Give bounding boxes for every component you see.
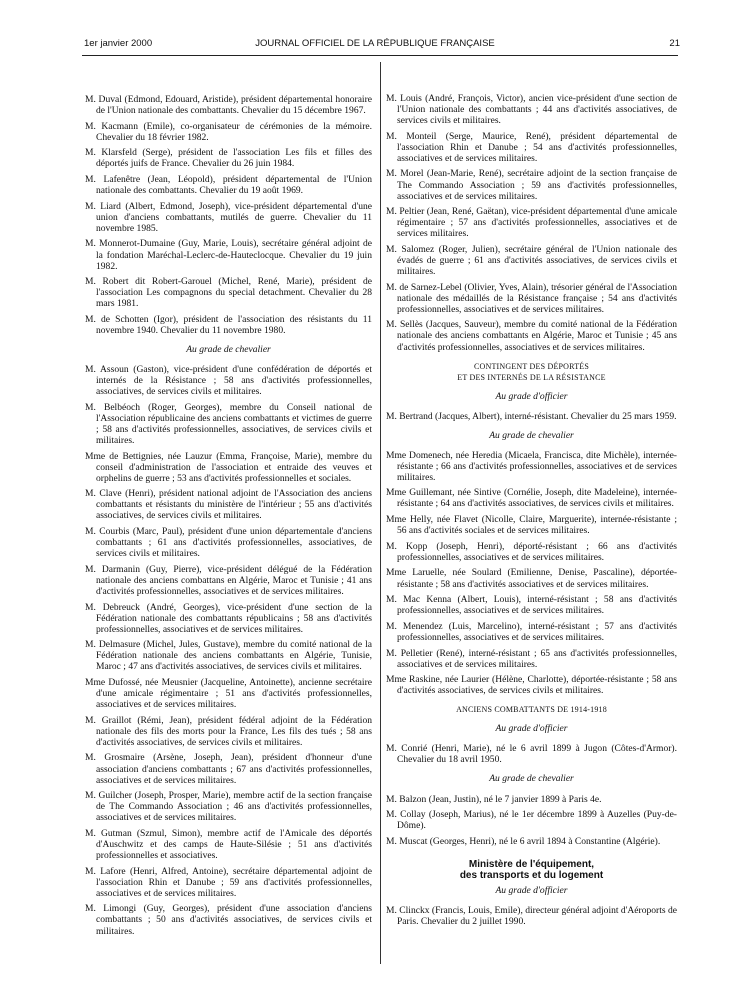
list-item: M. Salomez (Roger, Julien), secrétaire général de l'Union nationale des évadés de guerre ; 61 ans d'activités associatives, de services civils et militaires. bbox=[386, 243, 677, 278]
list-item: Mme Domenech, née Heredia (Micaela, Francisca, dite Michèle), internée-résistante ; 66 ans d'activités professionnelles, associatives et de services militaires. bbox=[386, 449, 677, 483]
list-item: M. de Schotten (Igor), président de l'association des résistants du 11 novembre 1940. Chevalier du 11 novembre 1980. bbox=[85, 313, 372, 336]
list-item: M. Balzon (Jean, Justin), né le 7 janvier 1899 à Paris 4e. bbox=[386, 793, 602, 805]
left-entries-a bbox=[85, 94, 372, 336]
list-item: M. Peltier (Jean, René, Gaëtan), vice-président départemental d'une amicale régimentaire ; 57 ans d'activités professionnelles, associatives et de services militaires. bbox=[386, 206, 677, 240]
header-date: 1er janvier 2000 bbox=[84, 38, 153, 49]
list-item: M. Grosmaire (Arsène, Joseph, Jean), président d'honneur d'une association d'anciens combattants ; 67 ans d'activités professionnelles, associatives et de services militaires. bbox=[85, 752, 372, 786]
list-item: M. Assoun (Gaston), vice-président d'une confédération de déportés et internés de la Résistance ; 58 ans d'activités professionnelles, associatives, de services civils et militaires. bbox=[85, 364, 372, 398]
list-item: M. Conrié (Henri, Marie), né le 6 avril 1899 à Jugon (Côtes-d'Armor). Chevalier du 18 avril 1950. bbox=[386, 743, 677, 766]
list-item: M. Klarsfeld (Serge), président de l'association Les fils et filles des déportés juifs de France. Chevalier du 26 juin 1984. bbox=[85, 147, 372, 170]
list-item: Mme Dufossé, née Meusnier (Jacqueline, Antoinette), ancienne secrétaire d'une amicale régimentaire ; 51 ans d'activités professionnelles, associatives et de services militaires. bbox=[85, 677, 372, 711]
deportes-officier-list bbox=[386, 411, 677, 422]
list-item: M. Lafore (Henri, Alfred, Antoine), secrétaire départemental adjoint de l'association Rhin et Danube ; 59 ans d'activités professionnelles, associatives et de services militaires. bbox=[85, 865, 372, 899]
ministry-line1: Ministère de l'équipement, bbox=[468, 858, 595, 870]
subhead-chevalier: Au grade de chevalier bbox=[186, 344, 271, 356]
list-item: M. Morel (Jean-Marie, René), secrétaire adjoint de la section française de The Commando Association ; 59 ans d'activités professionnelles, associatives et de services militaires. bbox=[386, 168, 677, 202]
list-item: M. de Sarnez-Lebel (Olivier, Yves, Alain), trésorier général de l'Association nationale des médaillés de la Résistance française ; 54 ans d'activités professionnelles, associatives et de services militaires. bbox=[386, 281, 677, 315]
list-item: M. Duval (Edmond, Edouard, Aristide), président départemental honoraire de l'Union nationale des combattants. Chevalier du 15 décembre 1967. bbox=[85, 94, 372, 117]
list-item: Mme Raskine, née Laurier (Hélène, Charlotte), déportée-résistante ; 58 ans d'activités associatives, de services civils et militaires. bbox=[386, 674, 677, 697]
list-item: M. Collay (Joseph, Marius), né le 1er décembre 1899 à Auzelles (Puy-de-Dôme). bbox=[386, 809, 677, 832]
list-item: M. Monteil (Serge, Maurice, René), président départemental de l'association Rhin et Danube ; 54 ans d'activités professionnelles, associatives et de services militaires. bbox=[386, 130, 677, 164]
header-rule bbox=[82, 55, 678, 56]
list-item: M. Gutman (Szmul, Simon), membre actif de l'Amicale des déportés d'Auschwitz et des camps de Haute-Silésie ; 51 ans d'activités professionnelles et associatives. bbox=[85, 827, 372, 862]
section-title-deportes bbox=[386, 361, 677, 383]
list-item: M. Bertrand (Jacques, Albert), interné-résistant. Chevalier du 25 mars 1959. bbox=[386, 410, 677, 422]
section-title-1914-1918: ANCIENS COMBATTANTS DE 1914-1918 bbox=[456, 705, 607, 715]
ministry-heading bbox=[386, 859, 677, 881]
list-item: M. Darmanin (Guy, Pierre), vice-président délégué de la Fédération nationale des anciens combattans en Algérie, Maroc et Tunisie ; 41 ans d'activités professionnelles, associatives et de services militaires. bbox=[85, 563, 372, 597]
list-item: Mme Laruelle, née Soulard (Emilienne, Denise, Pascaline), déportée-résistante ; 58 ans d'activités associatives et de services militaires. bbox=[386, 567, 677, 590]
list-item: M. Louis (André, François, Victor), ancien vice-président d'une section de l'Union nationale des combattants ; 44 ans d'activités associatives, de services civils et militaires. bbox=[386, 93, 677, 127]
list-item: M. Guilcher (Joseph, Prosper, Marie), membre actif de la section française de The Commando Association ; 46 ans d'activités professionnelles, associatives et de services militaires. bbox=[85, 790, 372, 824]
header-title: JOURNAL OFFICIEL DE LA RÉPUBLIQUE FRANÇAISE bbox=[255, 38, 495, 49]
list-item: M. Kopp (Joseph, Henri), déporté-résistant ; 66 ans d'activités professionnelles, associatives et de services militaires. bbox=[386, 540, 677, 563]
subhead-chevalier: Au grade de chevalier bbox=[489, 429, 574, 441]
list-item: M. Delmasure (Michel, Jules, Gustave), membre du comité national de la Fédération nationale des anciens combattants en Algérie, Tunisie, Maroc ; 47 ans d'activités associatives, de services civils et militaires. bbox=[85, 639, 372, 673]
left-entries-b bbox=[85, 364, 372, 936]
list-item: M. Menendez (Luis, Marcelino), interné-résistant ; 57 ans d'activités professionnelles, associatives et de services militaires. bbox=[386, 620, 677, 643]
list-item: Mme Guillemant, née Sintive (Cornélie, Joseph, dite Madeleine), internée-résistante ; 64 ans d'activités associatives, de services civils et militaires. bbox=[386, 487, 677, 510]
list-item: Mme Helly, née Flavet (Nicolle, Claire, Marguerite), internée-résistante ; 56 ans d'activités sociales et de services militaires. bbox=[386, 514, 677, 537]
page-header bbox=[70, 38, 680, 52]
list-item: M. Courbis (Marc, Paul), président d'une union départementale d'anciens combattants ; 61 ans d'activités professionnelles, associatives, de services civils et militaires. bbox=[85, 526, 372, 560]
list-item: M. Kacmann (Emile), co-organisateur de cérémonies de la mémoire. Chevalier du 18 février 1982. bbox=[85, 120, 372, 143]
deportes-chevalier-list bbox=[386, 450, 677, 697]
subhead-chevalier: Au grade de chevalier bbox=[489, 773, 574, 785]
subhead-officier: Au grade d'officier bbox=[495, 884, 568, 896]
right-column bbox=[386, 93, 677, 932]
list-item: M. Monnerot-Dumaine (Guy, Marie, Louis), secrétaire général adjoint de la fondation Maréchal-Leclerc-de-Hauteclocque. Chevalier du 19 juin 1982. bbox=[85, 238, 372, 272]
list-item: M. Limongi (Guy, Georges), président d'une association d'anciens combattants ; 50 ans d'activités associatives, de services civils et militaires. bbox=[85, 903, 372, 937]
list-item: M. Clave (Henri), président national adjoint de l'Association des anciens combattants et résistants du ministère de l'intérieur ; 55 ans d'activités associatives, de services civils et militaires. bbox=[85, 488, 372, 522]
list-item: M. Belbéoch (Roger, Georges), membre du Conseil national de l'Association républicaine des anciens combattants et victimes de guerre ; 58 ans d'activités professionnelles, associatives, de services civils et militaires. bbox=[85, 401, 372, 446]
list-item: Mme de Bettignies, née Lauzur (Emma, Françoise, Marie), membre du conseil d'administration de l'association et entraide des veuves et orphelins de guerre ; 53 ans d'activités professionnelles et sociales. bbox=[85, 450, 372, 484]
list-item: M. Sellès (Jacques, Sauveur), membre du comité national de la Fédération nationale des anciens combattants en Algérie, Maroc et Tunisie ; 45 ans d'activités professionnelles, associatives et de services militaires. bbox=[386, 319, 677, 353]
column-divider bbox=[380, 62, 381, 964]
ww1-chevalier-list bbox=[386, 794, 677, 847]
right-entries-a bbox=[386, 93, 677, 353]
list-item: M. Robert dit Robert-Garouel (Michel, René, Marie), président de l'association Les compagnons du special detachment. Chevalier du 28 mars 1981. bbox=[85, 276, 372, 310]
left-column bbox=[85, 94, 372, 941]
list-item: M. Debreuck (André, Georges), vice-président d'une section de la Fédération nationale des combattants républicains ; 58 ans d'activités professionnelles, associatives et de services militaires. bbox=[85, 601, 372, 635]
subhead-officier: Au grade d'officier bbox=[495, 390, 568, 402]
header-page-number: 21 bbox=[669, 38, 680, 49]
list-item: M. Mac Kenna (Albert, Louis), interné-résistant ; 58 ans d'activités professionnelles, associatives et de services militaires. bbox=[386, 594, 677, 617]
section-title-line1: CONTINGENT DES DÉPORTÉS bbox=[473, 361, 590, 371]
subhead-officier: Au grade d'officier bbox=[495, 723, 568, 735]
list-item: M. Lafenêtre (Jean, Léopold), président départemental de l'Union nationale des combattants. Chevalier du 19 août 1969. bbox=[85, 174, 372, 197]
ministry-line2: des transports et du logement bbox=[459, 869, 604, 881]
list-item: M. Clinckx (Francis, Louis, Emile), directeur général adjoint d'Aéroports de Paris. Chevalier du 2 juillet 1990. bbox=[386, 904, 677, 927]
list-item: M. Muscat (Georges, Henri), né le 6 avril 1894 à Constantine (Algérie). bbox=[386, 835, 661, 847]
list-item: M. Graillot (Rémi, Jean), président fédéral adjoint de la Fédération nationale des fils des morts pour la France, Les fils des tués ; 58 ans d'activités associatives, de services civils et militaires. bbox=[85, 714, 372, 748]
ministry-entries bbox=[386, 905, 677, 927]
section-title-line2: ET DES INTERNÉS DE LA RÉSISTANCE bbox=[457, 372, 606, 382]
list-item: M. Pelletier (René), interné-résistant ; 65 ans d'activités professionnelles, associatives et de services militaires. bbox=[386, 647, 677, 670]
ww1-officier-list bbox=[386, 743, 677, 765]
list-item: M. Liard (Albert, Edmond, Joseph), vice-président départemental d'une union d'anciens combattants, mutilés de guerre. Chevalier du 11 novembre 1985. bbox=[85, 200, 372, 234]
